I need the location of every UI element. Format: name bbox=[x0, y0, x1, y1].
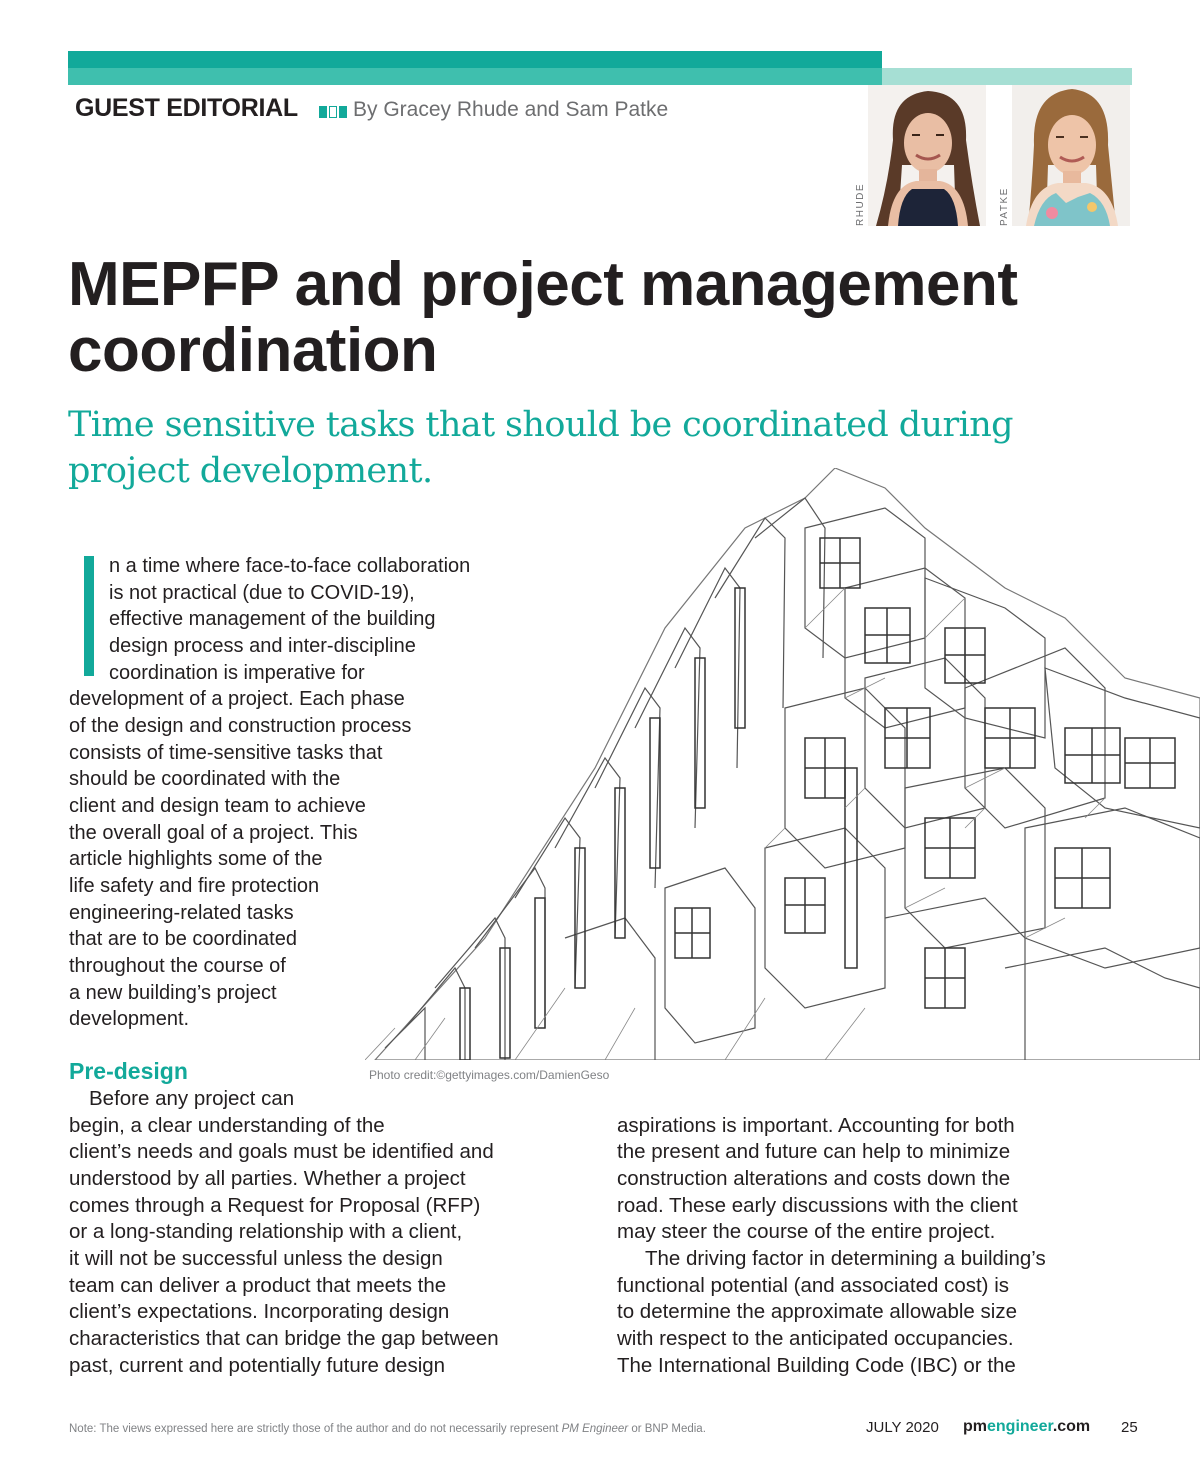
body-line: comes through a Request for Proposal (RFP) bbox=[69, 1194, 481, 1217]
section-heading: Pre-design bbox=[69, 1058, 188, 1084]
intro-line: a new building’s project bbox=[69, 982, 277, 1004]
footer-site-suffix: .com bbox=[1052, 1418, 1091, 1435]
page-number: 25 bbox=[1121, 1419, 1138, 1436]
intro-line: of the design and construction process bbox=[69, 715, 412, 737]
header-bar-dark bbox=[68, 51, 882, 68]
section-label: GUEST EDITORIAL bbox=[75, 94, 298, 122]
body-line: aspirations is important. Accounting for both bbox=[617, 1114, 1015, 1137]
body-line: the present and future can help to minimize bbox=[617, 1140, 1011, 1163]
body-line: or a long-standing relationship with a client, bbox=[69, 1220, 463, 1243]
body-line: team can deliver a product that meets the bbox=[69, 1274, 447, 1297]
footer-publication-name: PM Engineer bbox=[561, 1423, 629, 1435]
body-line: with respect to the anticipated occupancies. bbox=[617, 1327, 1014, 1350]
footer-disclaimer bbox=[69, 1423, 706, 1435]
intro-line: is not practical (due to COVID-19), bbox=[109, 582, 415, 604]
photo-caption-rhude: RHUDE bbox=[855, 182, 866, 226]
intro-line: throughout the course of bbox=[69, 955, 286, 977]
footer-issue-date: JULY 2020 bbox=[866, 1419, 939, 1436]
intro-line: design process and inter-discipline bbox=[109, 635, 416, 657]
intro-line: should be coordinated with the bbox=[69, 768, 341, 790]
footer-website bbox=[963, 1418, 1090, 1436]
body-line: construction alterations and costs down the bbox=[617, 1167, 1011, 1190]
body-line: Before any project can bbox=[89, 1087, 295, 1110]
body-line: may steer the course of the entire project. bbox=[617, 1220, 996, 1243]
article-title bbox=[68, 252, 1128, 384]
header-bar-mid bbox=[68, 68, 882, 85]
body-line: client’s expectations. Incorporating design bbox=[69, 1300, 450, 1323]
photo-caption-patke: PATKE bbox=[999, 187, 1010, 226]
body-line: functional potential (and associated cost) is bbox=[617, 1274, 1010, 1297]
author-photo-rhude bbox=[868, 85, 986, 226]
intro-line: coordination is imperative for bbox=[109, 662, 365, 684]
footer-disclaimer-text: Note: The views expressed here are strictly those of the author and do not necessarily represent bbox=[69, 1423, 562, 1435]
article-subtitle-line: Time sensitive tasks that should be coordinated during bbox=[68, 405, 1013, 445]
intro-line: development. bbox=[69, 1008, 190, 1030]
footer-site-prefix: pm bbox=[963, 1418, 987, 1435]
body-line: past, current and potentially future design bbox=[69, 1354, 446, 1377]
intro-line: effective management of the building bbox=[109, 608, 436, 630]
body-line: to determine the approximate allowable size bbox=[617, 1300, 1017, 1323]
body-line: The driving factor in determining a building’s bbox=[645, 1247, 1046, 1270]
body-line: characteristics that can bridge the gap between bbox=[69, 1327, 499, 1350]
footer-site-accent: engineer bbox=[987, 1418, 1053, 1435]
intro-line: client and design team to achieve bbox=[69, 795, 366, 817]
body-line: begin, a clear understanding of the bbox=[69, 1114, 385, 1137]
intro-line: development of a project. Each phase bbox=[69, 688, 405, 710]
byline: By Gracey Rhude and Sam Patke bbox=[353, 98, 669, 121]
intro-line: consists of time-sensitive tasks that bbox=[69, 742, 383, 764]
header-bar-light bbox=[882, 68, 1132, 85]
body-line: client’s needs and goals must be identified and bbox=[69, 1140, 494, 1163]
building-illustration bbox=[365, 468, 1200, 1060]
section-divider-icon bbox=[319, 106, 347, 118]
body-line: The International Building Code (IBC) or the bbox=[617, 1354, 1016, 1377]
body-line: understood by all parties. Whether a project bbox=[69, 1167, 466, 1190]
intro-line: life safety and fire protection bbox=[69, 875, 320, 897]
intro-line: article highlights some of the bbox=[69, 848, 323, 870]
footer-disclaimer-end: or BNP Media. bbox=[628, 1423, 706, 1435]
intro-line: the overall goal of a project. This bbox=[69, 822, 358, 844]
article-title-line: MEPFP and project management bbox=[68, 250, 1018, 319]
drop-cap bbox=[84, 556, 94, 676]
body-line: road. These early discussions with the client bbox=[617, 1194, 1018, 1217]
article-title-line: coordination bbox=[68, 316, 438, 385]
intro-line: that are to be coordinated bbox=[69, 928, 297, 950]
article-subtitle-line: project development. bbox=[68, 451, 433, 491]
author-photo-patke bbox=[1012, 85, 1130, 226]
intro-line: n a time where face-to-face collaboration bbox=[109, 555, 471, 577]
intro-line: engineering-related tasks bbox=[69, 902, 294, 924]
body-line: it will not be successful unless the design bbox=[69, 1247, 443, 1270]
photo-credit: Photo credit:©gettyimages.com/DamienGeso bbox=[369, 1068, 610, 1082]
